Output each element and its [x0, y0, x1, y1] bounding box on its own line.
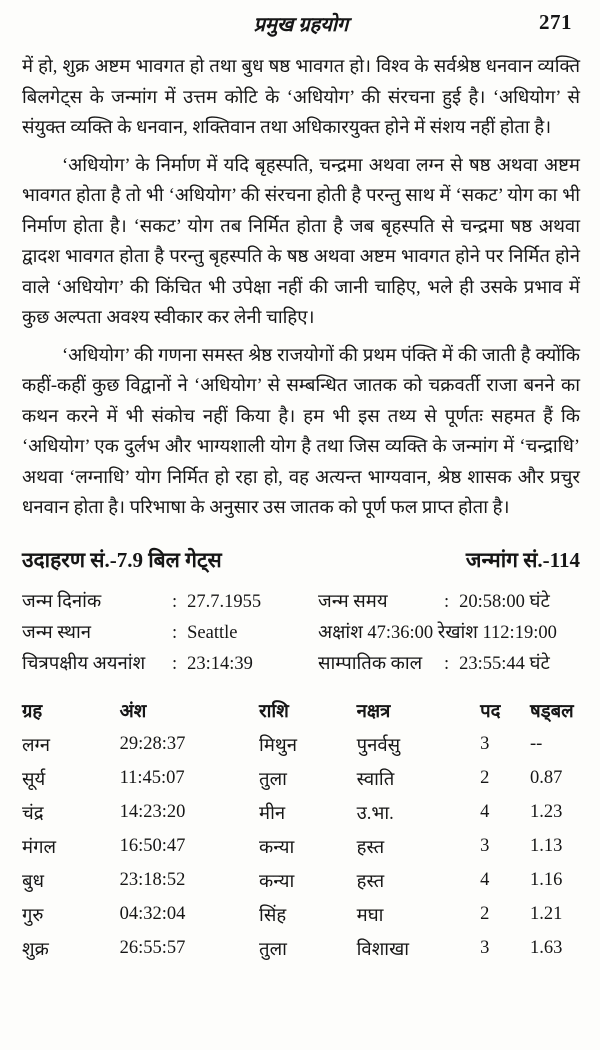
detail-separator: : — [444, 591, 450, 612]
cell-shadbal: 0.87 — [530, 768, 563, 788]
column-header-shadbal: षड्बल — [530, 702, 574, 722]
table-row — [22, 728, 580, 762]
detail-label: साम्पातिक काल — [318, 653, 423, 674]
detail-label: अक्षांश 47:36:00 रेखांश 112:19:00 — [318, 622, 557, 643]
birth-detail-row — [22, 649, 318, 680]
detail-separator: : — [172, 622, 178, 643]
birth-details — [22, 587, 580, 680]
paragraph-3: ‘अधियोग’ की गणना समस्त श्रेष्ठ राजयोगों की प्रथम पंक्ति में की जाती है क्योंकि कहीं-कहीं कुछ विद्वानों ने ‘अधियोग’ से सम्बन्धित जातक को चक्रवर्ती राजा बनने का कथन करने में भी संकोच नहीं किया है। हम भी इस तथ्य से पूर्णतः सहमत हैं कि ‘अधियोग’ एक दुर्लभ और भाग्यशाली योग है तथा जिस व्यक्ति के जन्मांग में ‘चन्द्राधि’ अथवा ‘लग्नाधि’ योग निर्मित हो रहा हो, वह अत्यन्त भाग्यवान, श्रेष्ठ शासक और प्रचुर धनवान होता है। परिभाषा के अनुसार उस जातक को पूर्ण फल प्राप्त होता है। — [22, 345, 580, 518]
cell-shadbal: 1.23 — [530, 802, 563, 822]
page-number: 271 — [539, 10, 572, 34]
detail-value: 23:14:39 — [187, 653, 253, 674]
detail-label: जन्म दिनांक — [22, 591, 102, 612]
cell-pada: 3 — [480, 836, 490, 856]
cell-nakshatra: हस्त — [356, 872, 385, 892]
detail-separator: : — [172, 591, 178, 612]
cell-pada: 2 — [480, 768, 490, 788]
cell-amsha: 14:23:20 — [119, 802, 186, 822]
cell-rashi: तुला — [259, 940, 287, 960]
cell-amsha: 26:55:57 — [119, 938, 186, 958]
birth-detail-row — [22, 587, 318, 618]
planet-position-table — [22, 694, 580, 966]
table-row — [22, 864, 580, 898]
cell-graha: बुध — [22, 872, 44, 892]
cell-pada: 3 — [480, 938, 490, 958]
cell-nakshatra: स्वाति — [356, 770, 395, 790]
cell-graha: मंगल — [22, 838, 57, 858]
table-row — [22, 830, 580, 864]
page-header — [22, 10, 580, 44]
cell-shadbal: -- — [530, 734, 543, 754]
table-row — [22, 898, 580, 932]
cell-graha: सूर्य — [22, 770, 46, 790]
paragraph-1: में हो, शुक्र अष्टम भावगत हो तथा बुध षष्ठ भावगत हो। विश्व के सर्वश्रेष्ठ धनवान व्यक्ति बिलगेट्स के जन्मांग में उत्तम कोटि के ‘अधियोग’ की संरचना हुई है। ‘अधियोग’ से संयुक्त व्यक्ति के धनवान, शक्तिवान तथा अधिकारयुक्त होने में संशय नहीं होता है। — [22, 57, 580, 138]
column-header-graha: ग्रह — [22, 702, 43, 722]
detail-separator: : — [172, 653, 178, 674]
cell-rashi: मिथुन — [259, 736, 297, 756]
cell-shadbal: 1.13 — [530, 836, 563, 856]
column-header-amsha: अंश — [119, 702, 147, 722]
cell-amsha: 04:32:04 — [119, 904, 186, 924]
cell-nakshatra: हस्त — [356, 838, 385, 858]
column-header-pada: पद — [480, 702, 501, 722]
cell-pada: 4 — [480, 802, 490, 822]
birth-detail-row — [22, 618, 318, 649]
birth-detail-row — [318, 587, 580, 618]
cell-rashi: कन्या — [259, 838, 295, 858]
example-title: उदाहरण सं.-7.9 बिल गेट्स — [22, 547, 222, 572]
cell-graha: चंद्र — [22, 804, 44, 824]
cell-rashi: तुला — [259, 770, 287, 790]
cell-shadbal: 1.63 — [530, 938, 563, 958]
table-row — [22, 796, 580, 830]
cell-rashi: कन्या — [259, 872, 295, 892]
cell-graha: लग्न — [22, 736, 51, 756]
cell-amsha: 11:45:07 — [119, 768, 185, 788]
column-header-rashi: राशि — [259, 702, 289, 722]
birth-details-right-column — [318, 587, 580, 680]
example-header — [22, 546, 580, 574]
chart-reference-number: जन्मांग सं.-114 — [465, 547, 580, 572]
cell-nakshatra: उ.भा. — [356, 804, 394, 824]
birth-details-left-column — [22, 587, 318, 680]
cell-nakshatra: विशाखा — [356, 940, 409, 960]
birth-detail-row — [318, 618, 580, 649]
body-text — [22, 52, 580, 524]
cell-amsha: 29:28:37 — [119, 734, 186, 754]
cell-nakshatra: पुनर्वसु — [356, 736, 401, 756]
cell-shadbal: 1.16 — [530, 870, 563, 890]
detail-value: Seattle — [187, 622, 238, 643]
cell-graha: शुक्र — [22, 940, 49, 960]
cell-graha: गुरु — [22, 906, 44, 926]
birth-detail-row — [318, 649, 580, 680]
table-header-row — [22, 694, 580, 728]
detail-value: 23:55:44 घंटे — [459, 653, 550, 674]
cell-pada: 2 — [480, 904, 490, 924]
cell-amsha: 23:18:52 — [119, 870, 186, 890]
cell-shadbal: 1.21 — [530, 904, 563, 924]
cell-pada: 4 — [480, 870, 490, 890]
paragraph-2: ‘अधियोग’ के निर्माण में यदि बृहस्पति, चन्द्रमा अथवा लग्न से षष्ठ अथवा अष्टम भावगत होता है तो भी ‘अधियोग’ की संरचना होती है परन्तु साथ में ‘सकट’ योग का भी निर्माण होता है। ‘सकट’ योग तब निर्मित होता है जब बृहस्पति से चन्द्रमा षष्ठ अथवा द्वादश भावगत होता है परन्तु बृहस्पति के षष्ठ अथवा अष्टम भावगत होने पर निर्मित होने वाले ‘अधियोग’ की किंचित भी उपेक्षा नहीं की जानी चाहिए, भले ही उसके प्रभाव में कुछ अल्पता अवश्य स्वीकार कर लेनी चाहिए। — [22, 155, 580, 328]
detail-separator: : — [444, 653, 450, 674]
detail-label: जन्म स्थान — [22, 622, 92, 643]
detail-label: जन्म समय — [318, 591, 388, 612]
cell-pada: 3 — [480, 734, 490, 754]
column-header-nakshatra: नक्षत्र — [356, 702, 391, 722]
cell-rashi: सिंह — [259, 906, 287, 926]
table-row — [22, 762, 580, 796]
detail-label: चित्रपक्षीय अयनांश — [22, 653, 146, 674]
cell-amsha: 16:50:47 — [119, 836, 186, 856]
detail-value: 27.7.1955 — [187, 591, 262, 612]
running-head-title: प्रमुख ग्रहयोग — [253, 14, 349, 36]
detail-value: 20:58:00 घंटे — [459, 591, 550, 612]
table-row — [22, 932, 580, 966]
cell-nakshatra: मघा — [356, 906, 384, 926]
cell-rashi: मीन — [259, 804, 286, 824]
